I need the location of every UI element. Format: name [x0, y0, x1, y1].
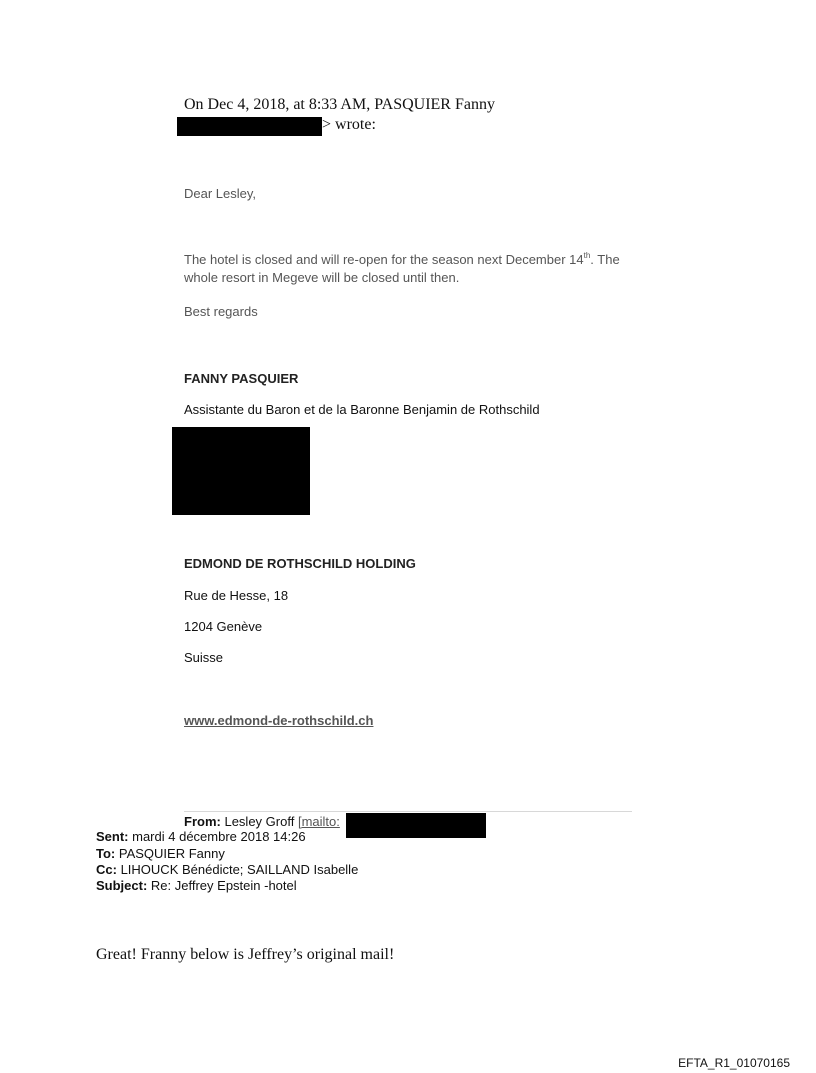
from-line: [184, 814, 340, 829]
to-value: PASQUIER Fanny: [118, 846, 225, 861]
company-name: EDMOND DE ROTHSCHILD HOLDING: [184, 556, 416, 571]
quote-header-line: On Dec 4, 2018, at 8:33 AM, PASQUIER Fanny: [184, 96, 495, 113]
to-label: To:: [96, 846, 116, 861]
signature-title: Assistante du Baron et de la Baronne Benjamin de Rothschild: [184, 402, 540, 417]
divider: [184, 811, 632, 812]
redaction-block: [346, 813, 486, 838]
subject-line: [96, 878, 297, 893]
bates-number: EFTA_R1_01070165: [678, 1056, 790, 1070]
closing: Best regards: [184, 304, 258, 319]
message-text: . The: [590, 252, 620, 267]
address-line: Rue de Hesse, 18: [184, 588, 289, 603]
cc-label: Cc:: [96, 862, 117, 877]
sent-value: mardi 4 décembre 2018 14:26: [132, 829, 306, 844]
greeting: Dear Lesley,: [184, 186, 257, 201]
signature-name: FANNY PASQUIER: [184, 371, 299, 386]
cc-value: LIHOUCK Bénédicte; SAILLAND Isabelle: [120, 862, 359, 877]
subject-value: Re: Jeffrey Epstein -hotel: [150, 878, 297, 893]
message-body-line: [184, 252, 620, 267]
address-line: 1204 Genève: [184, 619, 263, 634]
subject-label: Subject:: [96, 878, 148, 893]
sent-label: Sent:: [96, 829, 129, 844]
from-label: From:: [184, 814, 221, 829]
ordinal-suffix: th: [583, 251, 591, 260]
mailto-link[interactable]: [mailto:: [297, 814, 340, 829]
sent-line: [96, 829, 306, 844]
reply-text: Great! Franny below is Jeffrey’s original mail!: [96, 946, 395, 963]
cc-line: [96, 862, 358, 877]
redaction-block: [177, 117, 322, 136]
message-text: The hotel is closed and will re-open for the season next December 14: [184, 252, 584, 267]
from-value: Lesley Groff: [224, 814, 295, 829]
to-line: [96, 846, 225, 861]
address-line: Suisse: [184, 650, 224, 665]
quote-header-wrote: > wrote:: [322, 116, 376, 133]
message-body-line: whole resort in Megeve will be closed until then.: [184, 270, 460, 285]
website-link[interactable]: www.edmond-de-rothschild.ch: [184, 713, 374, 728]
redaction-block: [172, 427, 310, 515]
